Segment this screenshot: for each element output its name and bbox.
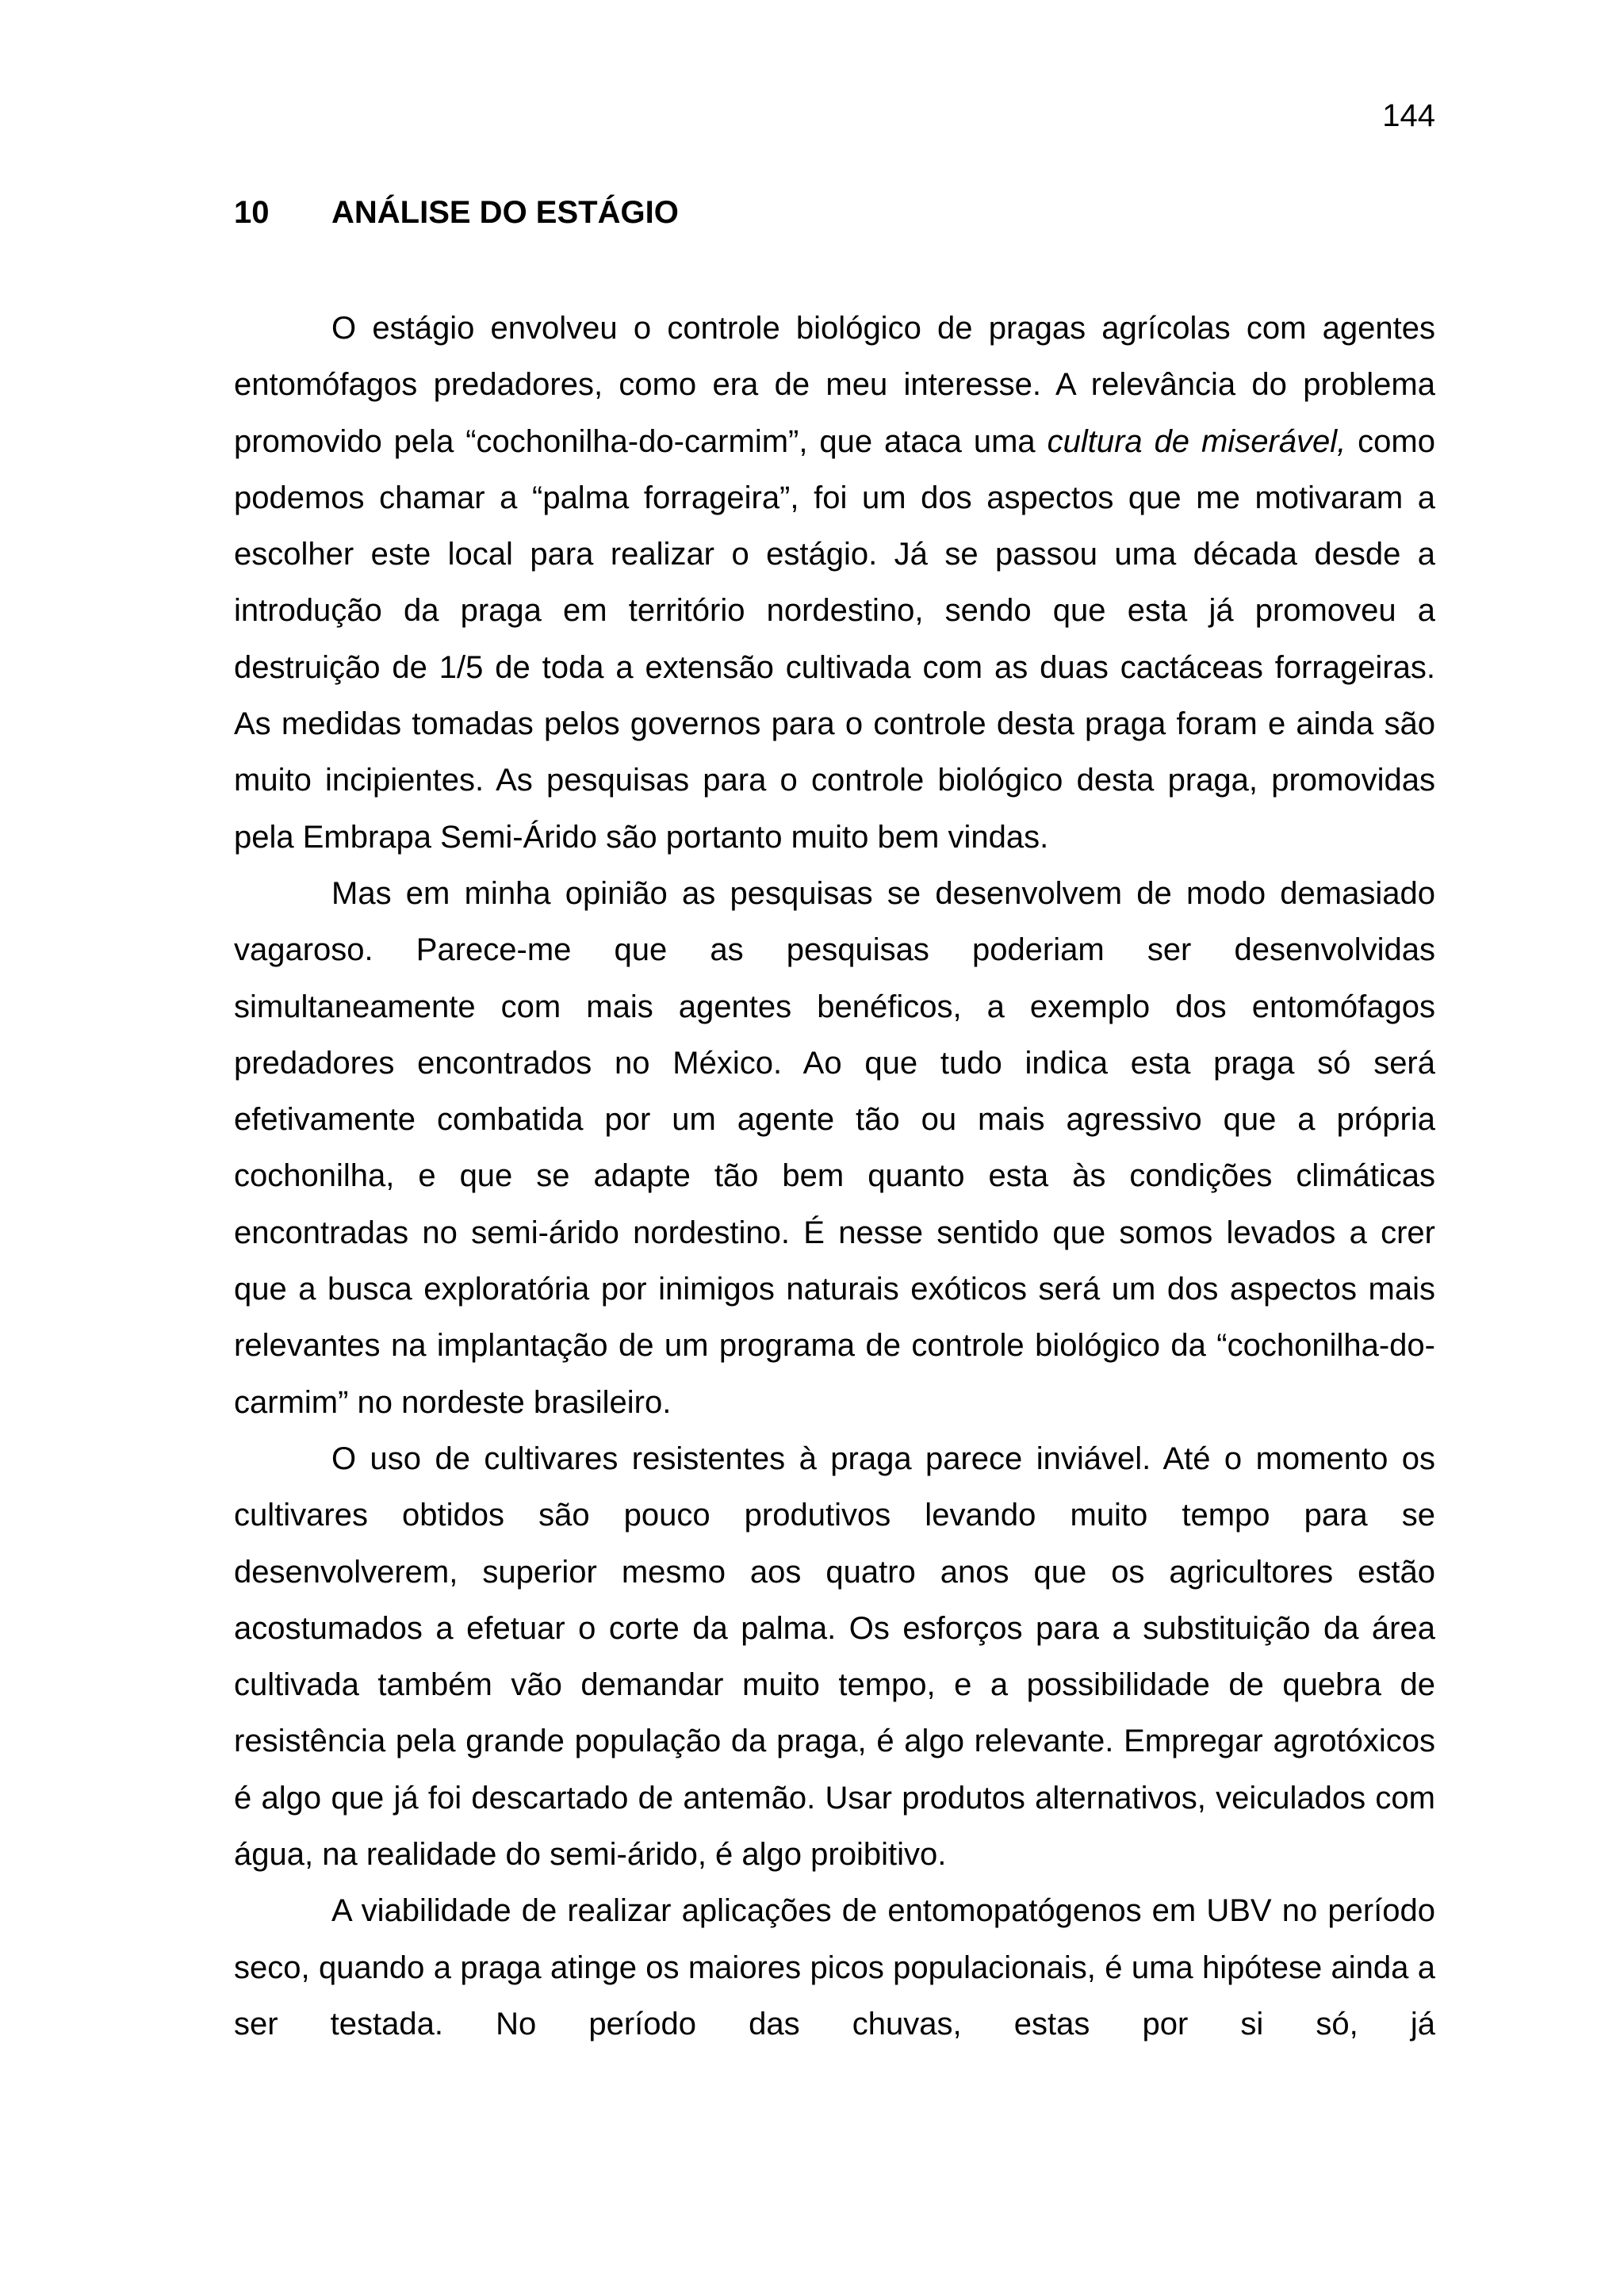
chapter-number: 10	[234, 195, 270, 230]
paragraph-3: O uso de cultivares resistentes à praga parece inviável. Até o momento os cultivares obtidos são pouco produtivos levando muito tempo para se desenvolverem, superior mesmo aos quatro anos que os agricultores estão acostumados a efetuar o corte da palma. Os esforços para a substituição da área cultivada também vão demandar muito tempo, e a possibilidade de quebra de resistência pela grande população da praga, é algo relevante. Empregar agrotóxicos é algo que já foi descartado de antemão. Usar produtos alternativos, veiculados com água, na realidade do semi-árido, é algo proibitivo.	[234, 1441, 1435, 1873]
page-number: 144	[1382, 98, 1435, 133]
paragraph-2: Mas em minha opinião as pesquisas se desenvolvem de modo demasiado vagaroso. Parece-me que as pesquisas poderiam ser desenvolvidas simultaneamente com mais agentes benéficos, a exemplo dos entomófagos predadores encontrados no México. Ao que tudo indica esta praga só será efetivamente combatida por um agente tão ou mais agressivo que a própria cochonilha, e que se adapte tão bem quanto esta às condições climáticas encontradas no semi-árido nordestino. É nesse sentido que somos levados a crer que a busca exploratória por inimigos naturais exóticos será um dos aspectos mais relevantes na implantação de um programa de controle biológico da “cochonilha-do-carmim” no nordeste brasileiro.	[234, 875, 1435, 1420]
chapter-title: ANÁLISE DO ESTÁGIO	[331, 195, 679, 230]
paragraph-4: A viabilidade de realizar aplicações de entomopatógenos em UBV no período seco, quando a praga atinge os maiores picos populacionais, é uma hipótese ainda a ser testada. No período das chuvas, estas por si só, já	[234, 1893, 1435, 2042]
paragraph-1-italic-text: cultura de miserável,	[1047, 423, 1346, 459]
body-text	[234, 300, 1435, 2053]
chapter-heading	[234, 193, 679, 232]
paragraph-1-text-start: O estágio envolveu o controle biológico de pragas agrícolas com agentes entomófagos predadores, como era de meu interesse. A relevância do problema promovido pela “cochonilha-do-carmim”, que ataca uma	[234, 311, 1435, 459]
paragraph-1	[234, 300, 1435, 866]
paragraph-1-text-end: como podemos chamar a “palma forrageira”, foi um dos aspectos que me motivaram a escolher este local para realizar o estágio. Já se passou uma década desde a introdução da praga em território nordestino, sendo que esta já promoveu a destruição de 1/5 de toda a extensão cultivada com as duas cactáceas forrageiras. As medidas tomadas pelos governos para o controle desta praga foram e ainda são muito incipientes. As pesquisas para o controle biológico desta praga, promovidas pela Embrapa Semi-Árido são portanto muito bem vindas.	[234, 423, 1435, 855]
